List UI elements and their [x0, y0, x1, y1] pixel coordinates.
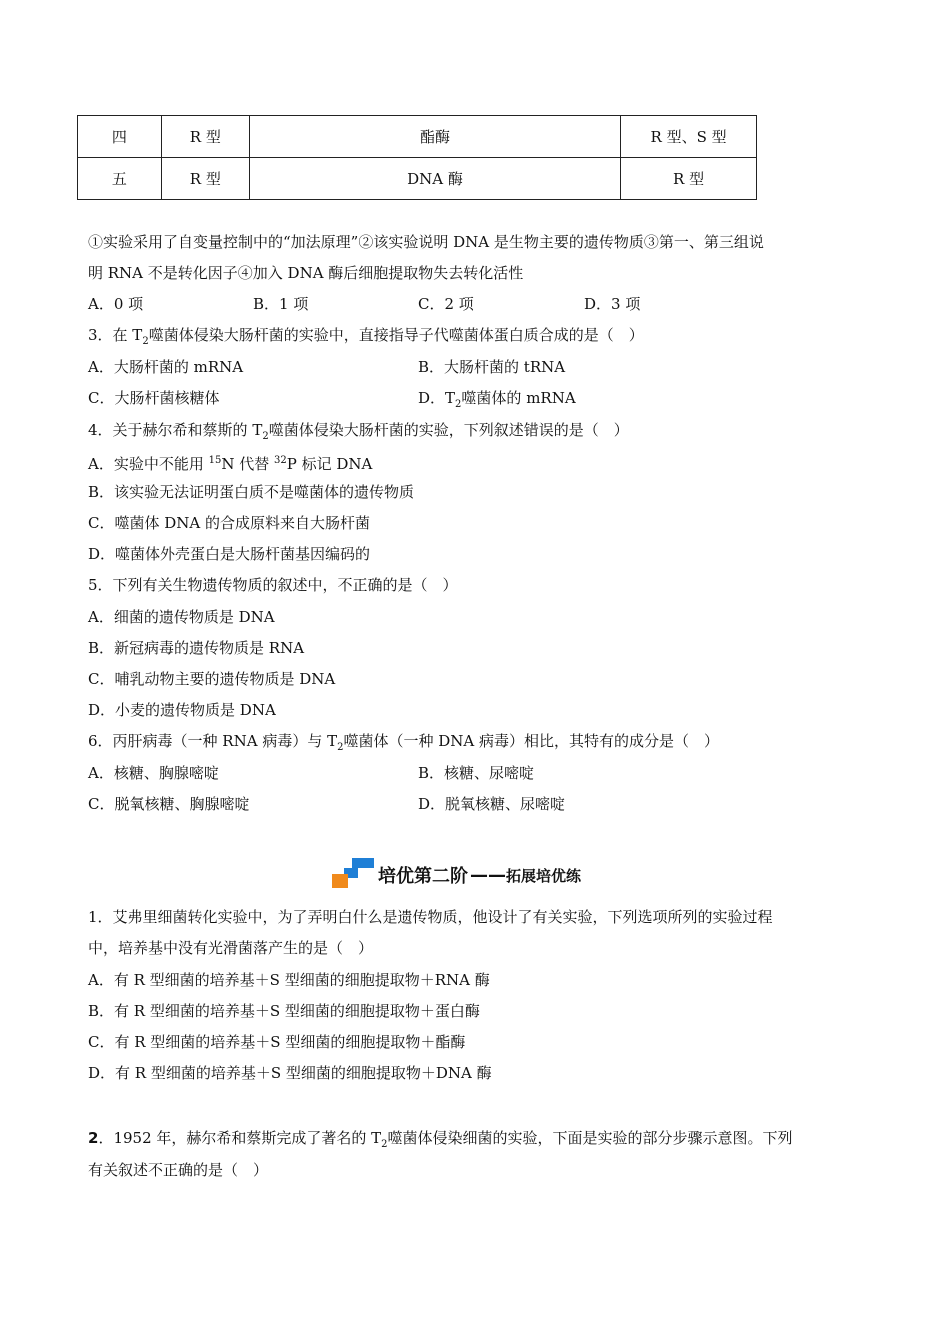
table-cell: 四	[78, 116, 162, 158]
p1-stem-line2: 中，培养基中没有光滑菌落产生的是（ ）	[88, 939, 374, 957]
section-title-sub: 拓展培优练	[506, 866, 582, 885]
p1-stem-line1: 1．艾弗里细菌转化实验中，为了弄明白什么是遗传物质，他设计了有关实验，下列选项所列的实验过程	[88, 908, 773, 926]
p1-option-d: D．有 R 型细菌的培养基＋S 型细菌的细胞提取物＋DNA 酶	[88, 1064, 492, 1082]
q2-option-c: C．2 项	[418, 295, 474, 313]
q4-option-d: D．噬菌体外壳蛋白是大肠杆菌基因编码的	[88, 545, 371, 563]
q3-option-a: A．大肠杆菌的 mRNA	[88, 358, 244, 376]
q4-option-a: A．实验中不能用 $^{15}$N 代替 $^{32}$P 标记 DNA	[88, 455, 373, 473]
table-cell: 酯酶	[249, 116, 620, 158]
table-cell: DNA 酶	[249, 158, 620, 200]
section-title-dash: ——	[470, 864, 506, 886]
p1-option-c: C．有 R 型细菌的培养基＋S 型细菌的细胞提取物＋酯酶	[88, 1033, 466, 1051]
table-row	[78, 158, 757, 200]
table-cell: R 型、S 型	[621, 116, 757, 158]
section-logo-icon	[332, 858, 376, 892]
table-cell: 五	[78, 158, 162, 200]
section-heading	[332, 858, 581, 892]
q2-option-a: A．0 项	[88, 295, 144, 313]
q6-option-d: D．脱氧核糖、尿嘧啶	[418, 795, 566, 813]
q6-stem: 6．丙肝病毒（一种 RNA 病毒）与 $T_2$噬菌体（一种 DNA 病毒）相比，其特有的成分是（ ）	[88, 732, 720, 753]
q5-option-a: A．细菌的遗传物质是 DNA	[88, 608, 275, 626]
q2-option-d: D．3 项	[584, 295, 641, 313]
q6-option-c: C．脱氧核糖、胸腺嘧啶	[88, 795, 250, 813]
table-cell: R 型	[161, 158, 249, 200]
table-row	[78, 116, 757, 158]
q3-option-d: D．$T_2$噬菌体的 mRNA	[418, 389, 576, 410]
q6-option-a: A．核糖、胸腺嘧啶	[88, 764, 219, 782]
q2-statement-line1: ①实验采用了自变量控制中的“加法原理”②该实验说明 DNA 是生物主要的遗传物质③第一、第三组说	[88, 233, 764, 251]
experiment-table	[77, 115, 757, 200]
p1-option-b: B．有 R 型细菌的培养基＋S 型细菌的细胞提取物＋蛋白酶	[88, 1002, 480, 1020]
q5-option-b: B．新冠病毒的遗传物质是 RNA	[88, 639, 305, 657]
p2-stem-line1: 2．1952 年，赫尔希和蔡斯完成了著名的 $T_2$噬菌体侵染细菌的实验，下面是实验的部分步骤示意图。下列	[88, 1129, 793, 1150]
p1-option-a: A．有 R 型细菌的培养基＋S 型细菌的细胞提取物＋RNA 酶	[88, 971, 490, 989]
table-cell: R 型	[161, 116, 249, 158]
q4-option-c: C．噬菌体 DNA 的合成原料来自大肠杆菌	[88, 514, 370, 532]
q5-stem: 5．下列有关生物遗传物质的叙述中，不正确的是（ ）	[88, 576, 458, 594]
q4-stem: 4．关于赫尔希和蔡斯的 $T_2$噬菌体侵染大肠杆菌的实验，下列叙述错误的是（ ）	[88, 421, 629, 442]
q3-option-b: B．大肠杆菌的 tRNA	[418, 358, 566, 376]
q3-option-c: C．大肠杆菌核糖体	[88, 389, 220, 407]
p2-stem-line2: 有关叙述不正确的是（ ）	[88, 1161, 269, 1179]
q4-option-b: B．该实验无法证明蛋白质不是噬菌体的遗传物质	[88, 483, 415, 501]
q5-option-c: C．哺乳动物主要的遗传物质是 DNA	[88, 670, 336, 688]
q2-statement-line2: 明 RNA 不是转化因子④加入 DNA 酶后细胞提取物失去转化活性	[88, 264, 524, 282]
table-cell: R 型	[621, 158, 757, 200]
section-title-main: 培优第二阶	[378, 866, 468, 887]
q5-option-d: D．小麦的遗传物质是 DNA	[88, 701, 276, 719]
q2-option-b: B．1 项	[253, 295, 309, 313]
q6-option-b: B．核糖、尿嘧啶	[418, 764, 535, 782]
q2-options	[0, 293, 950, 313]
q3-stem: 3．在 $T_2$噬菌体侵染大肠杆菌的实验中，直接指导子代噬菌体蛋白质合成的是（ ）	[88, 326, 644, 347]
